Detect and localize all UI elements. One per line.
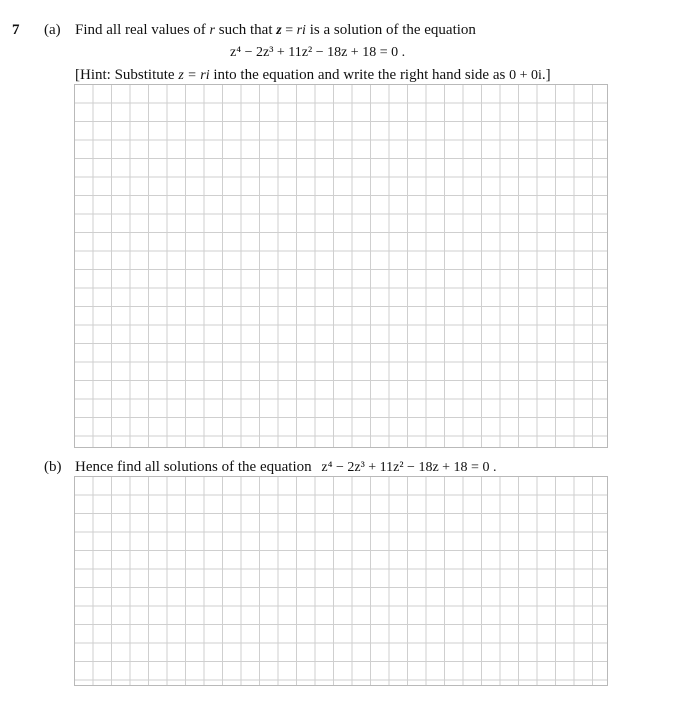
part-a-equation: z⁴ − 2z³ + 11z² − 18z + 18 = 0 . <box>230 45 406 60</box>
hint-substitution: z = ri <box>178 68 210 83</box>
part-a-hint <box>75 67 551 84</box>
part-b-prompt <box>75 459 496 476</box>
answer-grid-part-a[interactable] <box>74 84 608 448</box>
part-b-equation: z⁴ − 2z³ + 11z² − 18z + 18 = 0 . <box>321 460 497 475</box>
variable-r: r <box>209 23 215 38</box>
part-b-label: (b) <box>44 459 62 475</box>
part-a-prompt-end: is a solution of the equation <box>309 22 476 38</box>
ri-expression: ri <box>296 23 306 38</box>
part-a-prompt-start: Find all real values of <box>75 22 206 38</box>
part-a-prompt <box>75 22 476 39</box>
part-a-label: (a) <box>44 22 61 38</box>
hint-value: 0 + 0i <box>509 68 542 83</box>
hint-start: [Hint: Substitute <box>75 67 175 83</box>
variable-z: z <box>276 23 282 38</box>
answer-grid-part-b[interactable] <box>74 476 608 686</box>
part-b-prompt-text: Hence find all solutions of the equation <box>75 459 312 475</box>
equals-sign: = <box>285 23 294 38</box>
hint-end: .] <box>541 67 551 83</box>
question-number: 7 <box>12 22 20 38</box>
hint-mid: into the equation and write the right hand side as <box>213 67 506 83</box>
part-a-prompt-mid: such that <box>218 22 273 38</box>
